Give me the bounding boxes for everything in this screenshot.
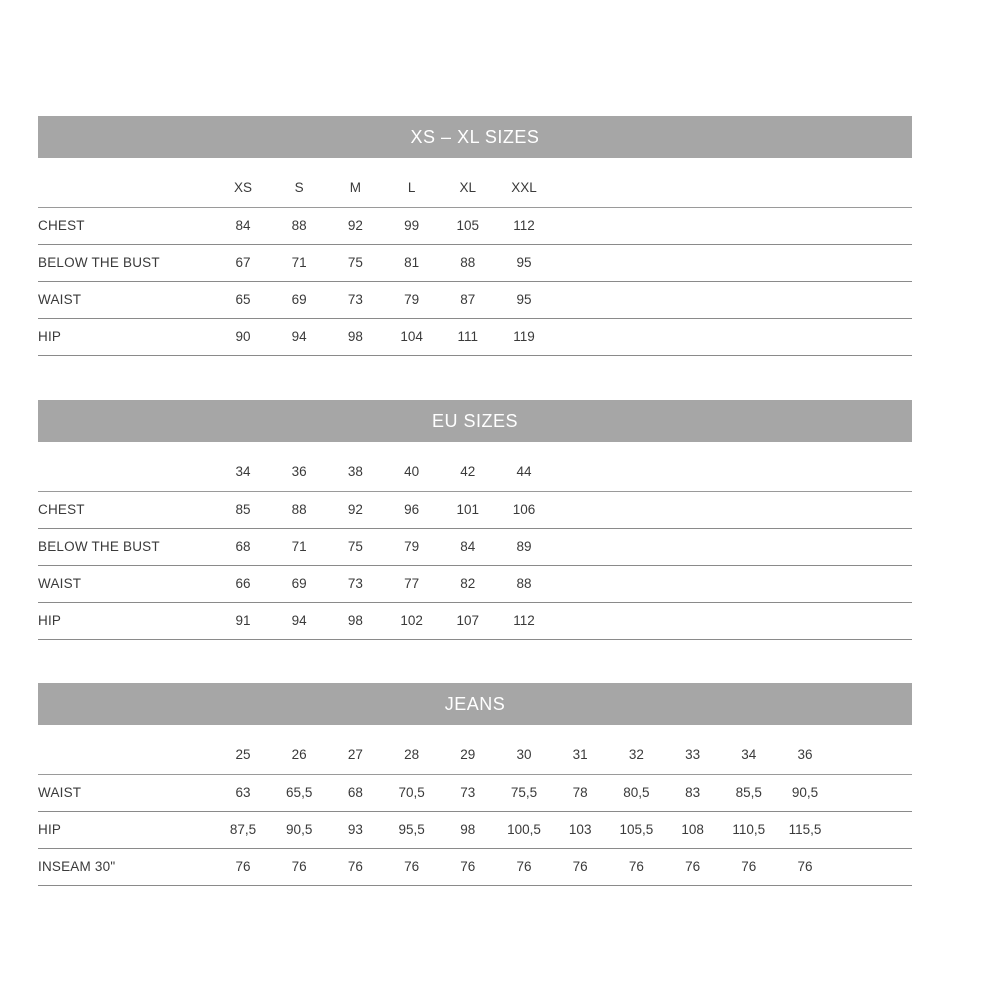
measurement-cell: 63 <box>235 785 251 800</box>
size-label: 31 <box>572 747 588 762</box>
table-row <box>38 319 912 356</box>
size-header-row <box>38 725 912 775</box>
measurement-cell: 111 <box>457 329 479 344</box>
table-row <box>38 566 912 603</box>
measurement-cell: 90,5 <box>791 785 819 800</box>
measurement-cell: 66 <box>235 576 251 591</box>
measurement-cell: 90 <box>235 329 251 344</box>
measurement-cell: 75,5 <box>510 785 538 800</box>
row-label: WAIST <box>38 292 82 307</box>
measurement-cell: 76 <box>685 859 701 874</box>
size-label: 25 <box>235 747 251 762</box>
measurement-cell: 73 <box>347 576 363 591</box>
measurement-cell: 75 <box>347 255 363 270</box>
section-header: JEANS <box>38 683 912 725</box>
size-label: XXL <box>511 180 537 195</box>
measurement-cell: 76 <box>572 859 588 874</box>
measurement-cell: 87,5 <box>229 822 257 837</box>
section-header: XS – XL SIZES <box>38 116 912 158</box>
measurement-cell: 79 <box>404 539 420 554</box>
measurement-cell: 67 <box>235 255 251 270</box>
size-label: 42 <box>460 464 476 479</box>
row-label: WAIST <box>38 576 82 591</box>
measurement-cell: 98 <box>347 613 363 628</box>
row-label: HIP <box>38 329 62 344</box>
size-label: XS <box>233 180 252 195</box>
size-label: 32 <box>628 747 644 762</box>
measurement-cell: 108 <box>681 822 704 837</box>
table-row <box>38 849 912 886</box>
size-label: 30 <box>516 747 532 762</box>
measurement-cell: 100,5 <box>507 822 541 837</box>
measurement-cell: 73 <box>460 785 476 800</box>
measurement-cell: 76 <box>460 859 476 874</box>
table-row <box>38 208 912 245</box>
row-label: HIP <box>38 822 62 837</box>
table-row <box>38 282 912 319</box>
measurement-cell: 65,5 <box>286 785 313 800</box>
measurement-cell: 102 <box>400 613 423 628</box>
row-label: BELOW THE BUST <box>38 539 160 554</box>
measurement-cell: 98 <box>460 822 476 837</box>
measurement-cell: 82 <box>460 576 476 591</box>
row-label: WAIST <box>38 785 82 800</box>
table-row <box>38 529 912 566</box>
size-label: M <box>349 180 362 195</box>
measurement-cell: 112 <box>513 613 535 628</box>
measurement-cell: 71 <box>291 255 307 270</box>
size-label: S <box>294 180 304 195</box>
measurement-cell: 105,5 <box>619 822 654 837</box>
measurement-cell: 88 <box>291 218 307 233</box>
measurement-cell: 93 <box>347 822 363 837</box>
measurement-cell: 96 <box>404 502 420 517</box>
measurement-cell: 73 <box>347 292 363 307</box>
row-label: CHEST <box>38 218 85 233</box>
measurement-cell: 76 <box>516 859 532 874</box>
measurement-cell: 69 <box>291 576 307 591</box>
measurement-cell: 91 <box>235 613 251 628</box>
measurement-cell: 99 <box>404 218 420 233</box>
size-label: 33 <box>685 747 701 762</box>
measurement-cell: 76 <box>797 859 813 874</box>
table-row <box>38 245 912 282</box>
measurement-cell: 95 <box>516 255 532 270</box>
measurement-cell: 95 <box>516 292 532 307</box>
measurement-cell: 76 <box>291 859 307 874</box>
measurement-cell: 81 <box>404 255 420 270</box>
size-header-row <box>38 442 912 492</box>
measurement-cell: 92 <box>347 502 363 517</box>
measurement-cell: 78 <box>572 785 588 800</box>
measurement-cell: 95,5 <box>398 822 425 837</box>
measurement-cell: 87 <box>460 292 476 307</box>
row-label: CHEST <box>38 502 85 517</box>
measurement-cell: 80,5 <box>623 785 650 800</box>
measurement-cell: 103 <box>568 822 592 837</box>
size-table-jeans <box>38 683 912 886</box>
table-row <box>38 812 912 849</box>
measurement-cell: 88 <box>291 502 307 517</box>
row-label: INSEAM 30" <box>38 859 116 874</box>
measurement-cell: 76 <box>347 859 363 874</box>
size-label: XL <box>459 180 477 195</box>
size-label: 34 <box>235 464 251 479</box>
measurement-cell: 77 <box>404 576 420 591</box>
measurement-cell: 76 <box>235 859 251 874</box>
measurement-cell: 98 <box>347 329 363 344</box>
measurement-cell: 85,5 <box>735 785 762 800</box>
measurement-cell: 90,5 <box>286 822 313 837</box>
size-table-eu <box>38 400 912 640</box>
measurement-cell: 84 <box>460 539 476 554</box>
section-header: EU SIZES <box>38 400 912 442</box>
measurement-cell: 115,5 <box>788 822 822 837</box>
size-header-row <box>38 158 912 208</box>
measurement-cell: 112 <box>513 218 535 233</box>
size-label: 26 <box>291 747 307 762</box>
measurement-cell: 84 <box>235 218 251 233</box>
row-label: HIP <box>38 613 62 628</box>
measurement-cell: 107 <box>456 613 480 628</box>
size-label: 36 <box>291 464 307 479</box>
measurement-cell: 106 <box>512 502 536 517</box>
size-label: 29 <box>460 747 476 762</box>
size-label: 36 <box>797 747 813 762</box>
measurement-cell: 94 <box>291 329 307 344</box>
measurement-cell: 89 <box>516 539 532 554</box>
size-label: 40 <box>404 464 420 479</box>
measurement-cell: 104 <box>400 329 423 344</box>
measurement-cell: 70,5 <box>398 785 425 800</box>
measurement-cell: 88 <box>460 255 476 270</box>
measurement-cell: 71 <box>291 539 307 554</box>
measurement-cell: 94 <box>291 613 307 628</box>
measurement-cell: 88 <box>516 576 532 591</box>
size-label: 38 <box>347 464 363 479</box>
measurement-cell: 79 <box>404 292 420 307</box>
measurement-cell: 76 <box>404 859 420 874</box>
measurement-cell: 83 <box>685 785 701 800</box>
measurement-cell: 105 <box>456 218 480 233</box>
measurement-cell: 76 <box>628 859 644 874</box>
row-label: BELOW THE BUST <box>38 255 160 270</box>
measurement-cell: 75 <box>347 539 363 554</box>
measurement-cell: 110,5 <box>732 822 766 837</box>
measurement-cell: 76 <box>741 859 757 874</box>
measurement-cell: 69 <box>291 292 307 307</box>
measurement-cell: 68 <box>235 539 251 554</box>
table-row <box>38 603 912 640</box>
table-row <box>38 775 912 812</box>
size-label: 28 <box>404 747 420 762</box>
measurement-cell: 101 <box>456 502 480 517</box>
measurement-cell: 65 <box>235 292 251 307</box>
measurement-cell: 68 <box>347 785 363 800</box>
size-label: 34 <box>741 747 757 762</box>
measurement-cell: 92 <box>347 218 363 233</box>
size-label: 27 <box>347 747 363 762</box>
size-label: L <box>407 180 416 195</box>
measurement-cell: 85 <box>235 502 251 517</box>
size-table-xs-xl <box>38 116 912 356</box>
size-label: 44 <box>516 464 532 479</box>
table-row <box>38 492 912 529</box>
measurement-cell: 119 <box>513 329 535 344</box>
